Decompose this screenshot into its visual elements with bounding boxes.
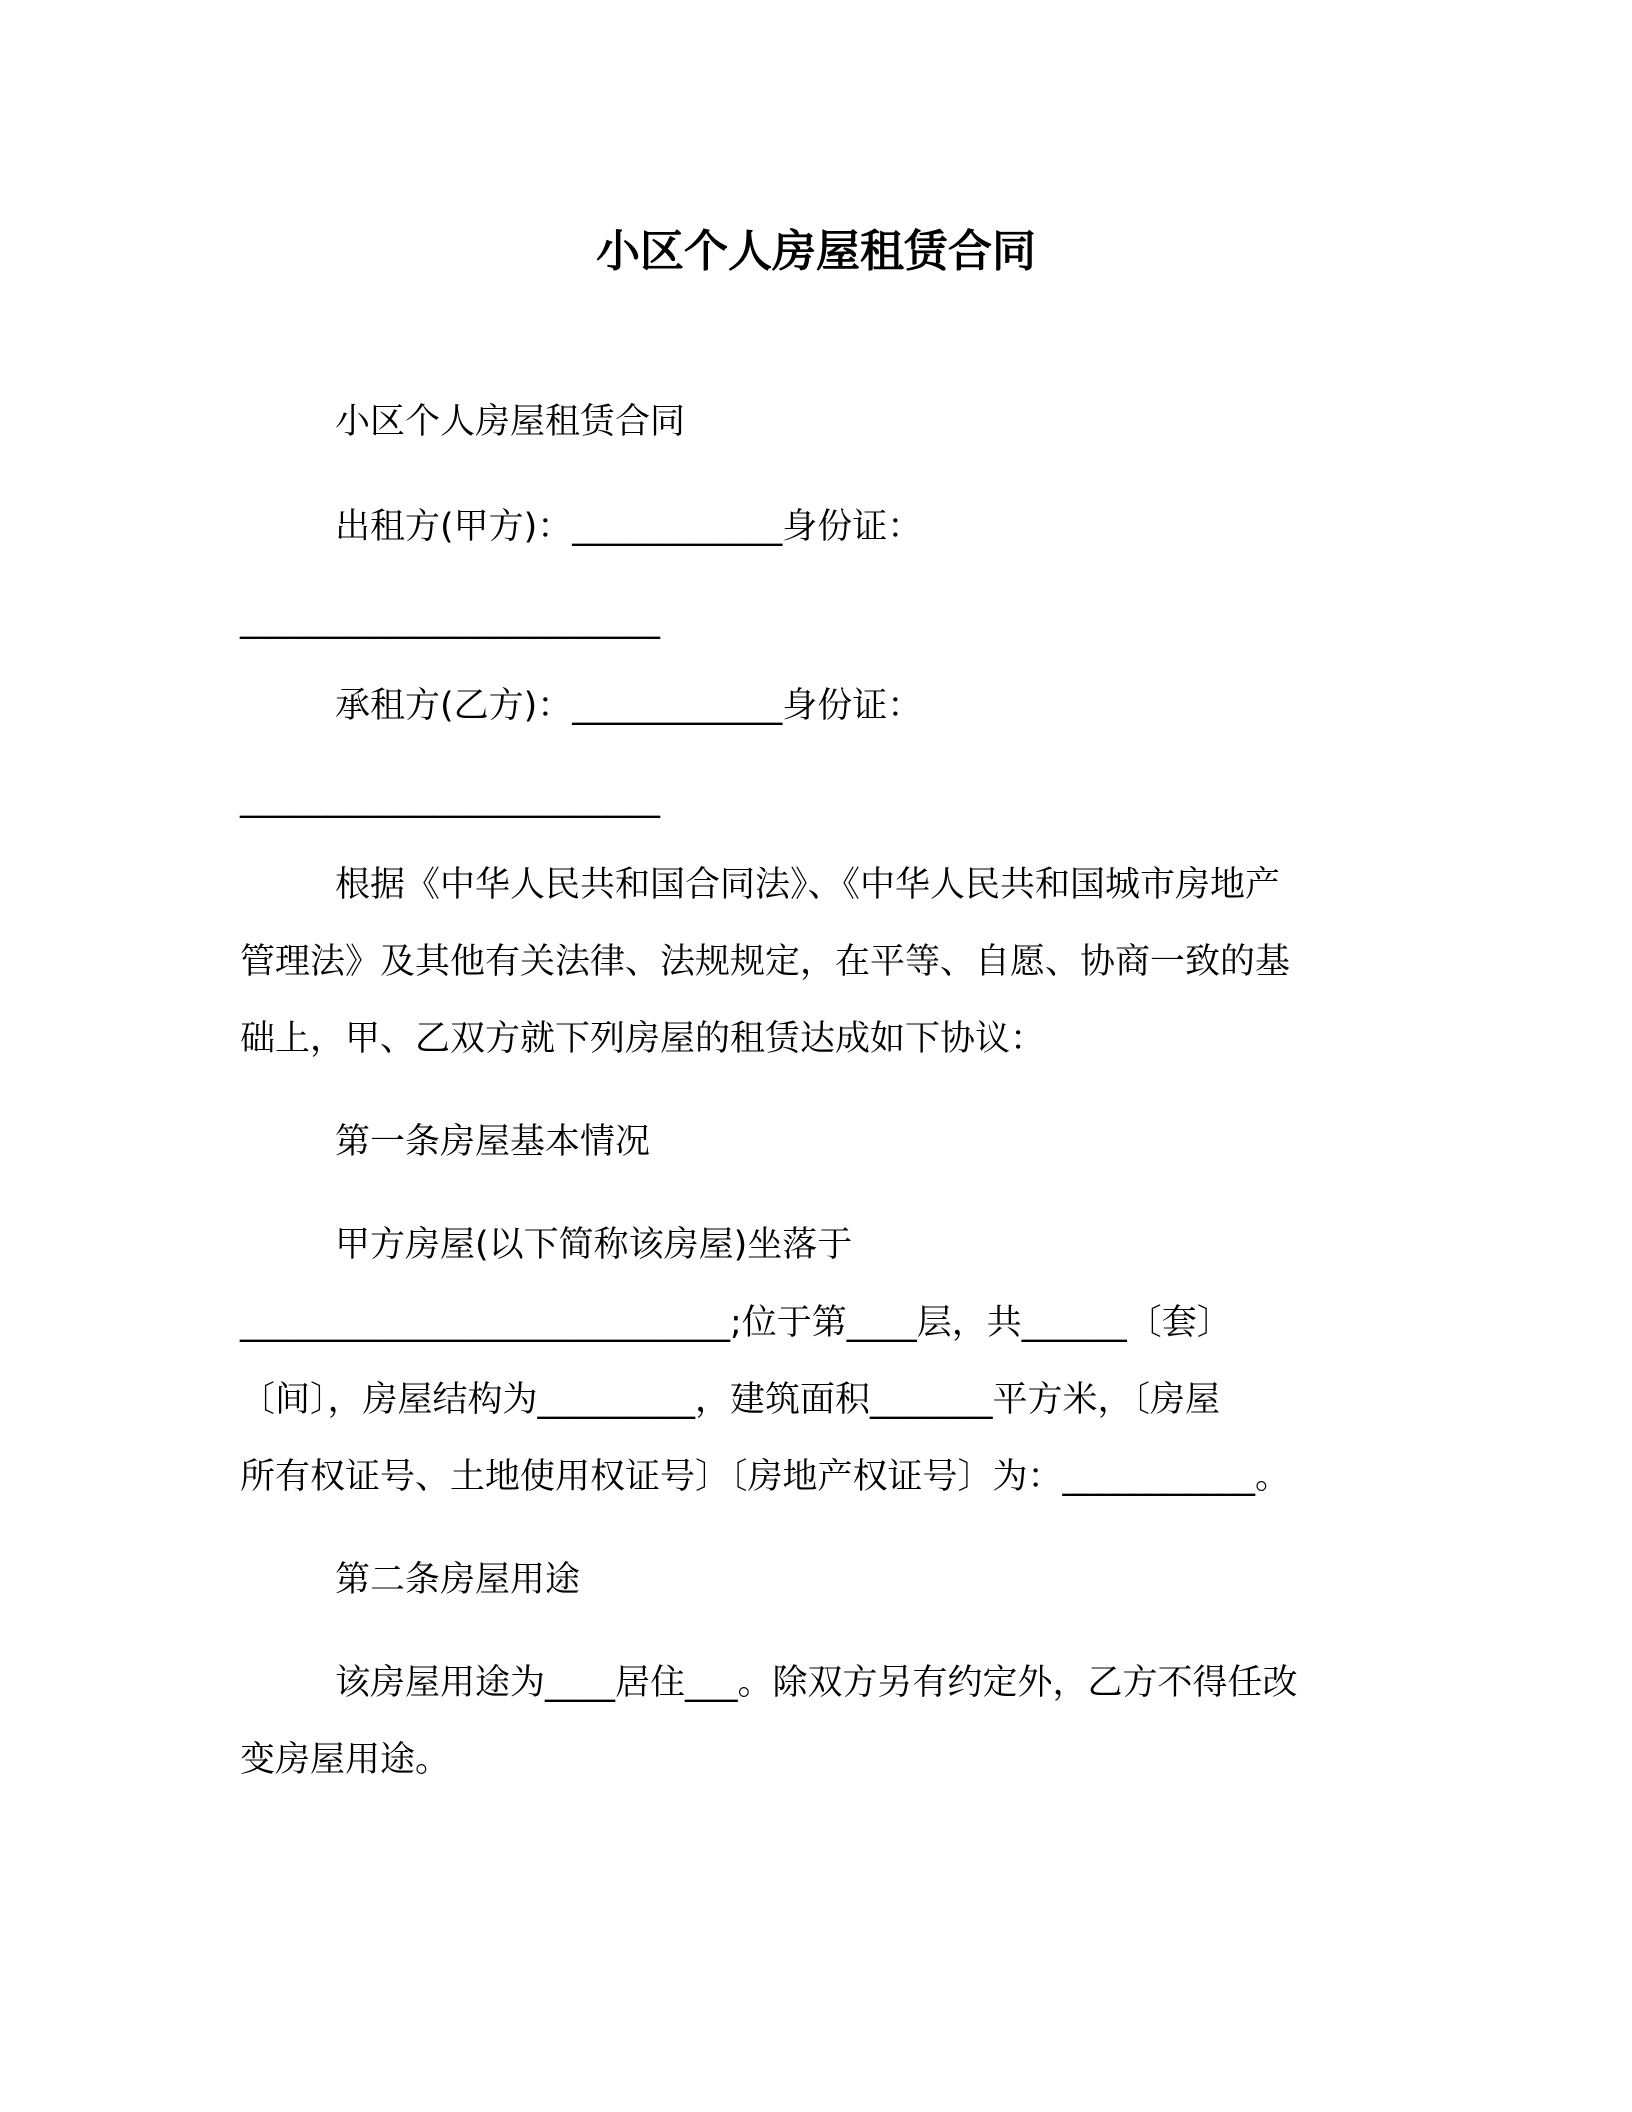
preamble-line-3: 础上，甲、乙双方就下列房屋的租赁达成如下协议： [240, 1019, 1046, 1059]
article-1-line-4: 所有权证号、土地使用权证号〕〔房地产权证号〕为：___________。 [240, 1457, 1291, 1497]
subtitle-line: 小区个人房屋租赁合同 [335, 402, 686, 442]
document-title: 小区个人房屋租赁合同 [596, 226, 1036, 277]
article-1-line-1: 甲方房屋(以下简称该房屋)坐落于 [335, 1225, 853, 1265]
lessee-line: 承租方(乙方)：____________身份证： [335, 686, 923, 726]
article-1-line-3: 〔间〕，房屋结构为_________，建筑面积_______平方米，〔房屋 [240, 1380, 1221, 1420]
article-2-line-2: 变房屋用途。 [240, 1740, 451, 1780]
lessee-id-blank: ________________________ [240, 779, 660, 819]
article-1-line-2: ____________________________;位于第____层，共______〔套〕 [240, 1303, 1232, 1343]
preamble-line-2: 管理法》及其他有关法律、法规规定，在平等、自愿、协商一致的基 [240, 942, 1291, 982]
article-2-heading: 第二条房屋用途 [335, 1560, 581, 1600]
lessor-line: 出租方(甲方)：____________身份证： [335, 507, 923, 547]
article-1-heading: 第一条房屋基本情况 [335, 1122, 651, 1162]
preamble-line-1: 根据《中华人民共和国合同法》、《中华人民共和国城市房地产 [335, 865, 1281, 905]
article-2-line-1: 该房屋用途为____居住___。除双方另有约定外，乙方不得任改 [335, 1663, 1298, 1703]
lessor-id-blank: ________________________ [240, 600, 660, 640]
